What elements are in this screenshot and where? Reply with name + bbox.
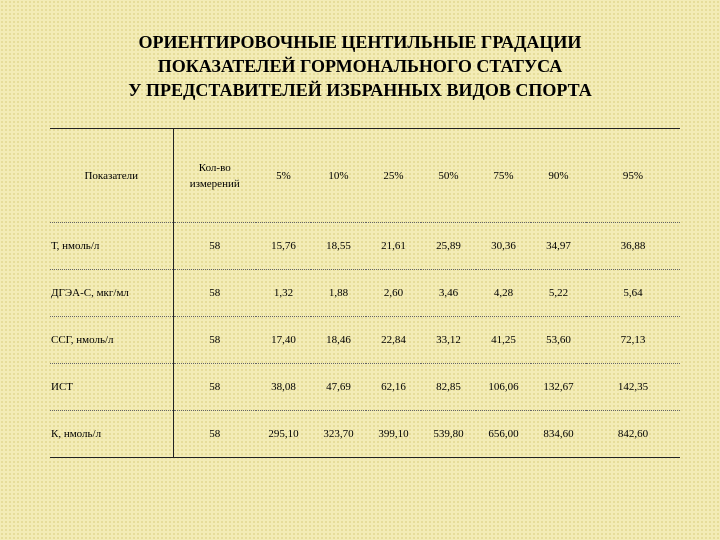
header-count [173,129,256,223]
row-count: 58 [173,270,256,317]
cell-p10: 18,55 [311,223,366,270]
table-row [50,223,680,270]
cell-p90: 34,97 [531,223,586,270]
header-p50: 50% [421,129,476,223]
cell-p5: 17,40 [256,317,311,364]
row-indicator-name: К, нмоль/л [50,411,173,458]
header-count-line1: Кол-во [198,161,231,174]
cell-p95: 36,88 [586,223,680,270]
header-p25: 25% [366,129,421,223]
cell-p75: 30,36 [476,223,531,270]
cell-p75: 106,06 [476,364,531,411]
cell-p25: 22,84 [366,317,421,364]
cell-p10: 323,70 [311,411,366,458]
centile-table [50,128,680,458]
header-p90: 90% [531,129,586,223]
cell-p90: 53,60 [531,317,586,364]
title-line-1: ОРИЕНТИРОВОЧНЫЕ ЦЕНТИЛЬНЫЕ ГРАДАЦИИ [138,32,582,52]
cell-p90: 834,60 [531,411,586,458]
cell-p90: 132,67 [531,364,586,411]
header-count-line2: измерений [189,177,240,190]
table-row [50,270,680,317]
table-row [50,411,680,458]
header-p95: 95% [586,129,680,223]
table-header-row [50,129,680,223]
cell-p75: 656,00 [476,411,531,458]
cell-p50: 82,85 [421,364,476,411]
cell-p95: 142,35 [586,364,680,411]
cell-p95: 842,60 [586,411,680,458]
title-line-2: ПОКАЗАТЕЛЕЙ ГОРМОНАЛЬНОГО СТАТУСА [157,56,563,76]
page-title [0,30,720,102]
cell-p90: 5,22 [531,270,586,317]
cell-p50: 539,80 [421,411,476,458]
title-line-3: У ПРЕДСТАВИТЕЛЕЙ ИЗБРАННЫХ ВИДОВ СПОРТА [128,80,592,100]
header-indicator: Показатели [50,129,173,223]
cell-p50: 3,46 [421,270,476,317]
cell-p10: 18,46 [311,317,366,364]
cell-p25: 21,61 [366,223,421,270]
cell-p5: 295,10 [256,411,311,458]
row-count: 58 [173,317,256,364]
header-p75: 75% [476,129,531,223]
cell-p95: 5,64 [586,270,680,317]
row-count: 58 [173,411,256,458]
cell-p10: 47,69 [311,364,366,411]
cell-p75: 4,28 [476,270,531,317]
cell-p10: 1,88 [311,270,366,317]
row-count: 58 [173,223,256,270]
row-indicator-name: ИСТ [50,364,173,411]
cell-p50: 33,12 [421,317,476,364]
row-indicator-name: ССГ, нмоль/л [50,317,173,364]
row-indicator-name: ДГЭА-С, мкг/мл [50,270,173,317]
centile-table-container [50,128,680,456]
cell-p5: 15,76 [256,223,311,270]
cell-p25: 2,60 [366,270,421,317]
cell-p5: 1,32 [256,270,311,317]
cell-p75: 41,25 [476,317,531,364]
cell-p50: 25,89 [421,223,476,270]
table-row [50,317,680,364]
header-p5: 5% [256,129,311,223]
header-p10: 10% [311,129,366,223]
row-indicator-name: Т, нмоль/л [50,223,173,270]
cell-p95: 72,13 [586,317,680,364]
table-row [50,364,680,411]
row-count: 58 [173,364,256,411]
cell-p25: 399,10 [366,411,421,458]
cell-p25: 62,16 [366,364,421,411]
cell-p5: 38,08 [256,364,311,411]
